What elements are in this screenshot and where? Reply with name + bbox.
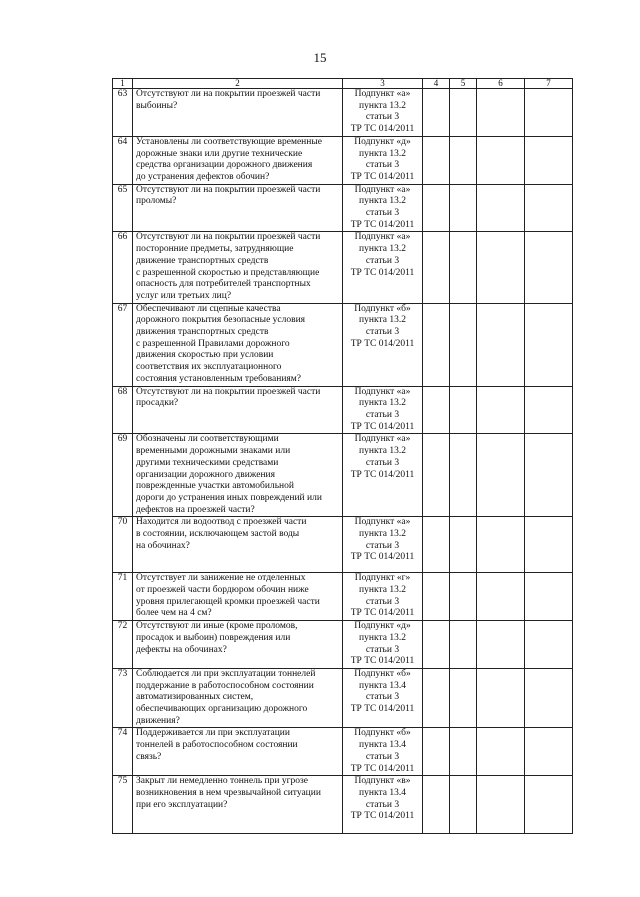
reference-line: статьи 3	[365, 327, 400, 338]
answer-cell[interactable]	[423, 303, 450, 386]
table-row	[113, 136, 573, 184]
question-text	[133, 136, 343, 184]
reference-line: Подпункт «б»	[354, 668, 411, 679]
question-text	[133, 303, 343, 386]
answer-cell[interactable]	[423, 573, 450, 621]
answer-cell[interactable]	[525, 89, 573, 137]
table-row	[113, 184, 573, 232]
reference-line: пункта 13.2	[359, 446, 406, 457]
question-line: состояния установленным требованиям?	[136, 373, 301, 384]
legal-reference	[343, 668, 423, 728]
answer-cell[interactable]	[423, 184, 450, 232]
column-header: 7	[525, 79, 573, 89]
legal-reference	[343, 136, 423, 184]
question-line: просадок и выбоин) повреждения или	[136, 632, 291, 643]
answer-cell[interactable]	[477, 303, 525, 386]
question-line: поддержание в работоспособном состоянии	[136, 680, 314, 691]
column-header: 1	[113, 79, 133, 89]
reference-line: статьи 3	[365, 799, 400, 810]
reference-line: пункта 13.4	[359, 680, 406, 691]
reference-line: ТР ТС 014/2011	[350, 124, 415, 135]
table-row	[113, 517, 573, 573]
reference-line: ТР ТС 014/2011	[350, 171, 415, 182]
answer-cell[interactable]	[450, 303, 477, 386]
legal-reference	[343, 776, 423, 834]
reference-line: ТР ТС 014/2011	[350, 267, 415, 278]
table-row	[113, 386, 573, 434]
answer-cell[interactable]	[477, 386, 525, 434]
answer-cell[interactable]	[525, 184, 573, 232]
answer-cell[interactable]	[450, 89, 477, 137]
question-line: посторонние предметы, затрудняющие	[136, 244, 294, 255]
answer-cell[interactable]	[477, 573, 525, 621]
question-line: в состоянии, исключающем застой воды	[136, 529, 300, 540]
question-line: движения скоростью при условии	[136, 350, 274, 361]
table-row	[113, 89, 573, 137]
reference-line: статьи 3	[365, 596, 400, 607]
question-text	[133, 232, 343, 303]
legal-reference	[343, 386, 423, 434]
answer-cell[interactable]	[450, 776, 477, 834]
question-line: на обочинах?	[136, 540, 190, 551]
question-text	[133, 776, 343, 834]
question-line: организации дорожного движения	[136, 469, 276, 480]
question-line: с разрешенной Правилами дорожного	[136, 338, 290, 349]
question-line: с разрешенной скоростью и представляющие	[136, 267, 320, 278]
question-line: Отсутствуют ли на покрытии проезжей части	[136, 232, 321, 243]
answer-cell[interactable]	[423, 728, 450, 776]
answer-cell[interactable]	[477, 136, 525, 184]
answer-cell[interactable]	[525, 434, 573, 517]
reference-line: ТР ТС 014/2011	[350, 656, 415, 667]
legal-reference	[343, 303, 423, 386]
legal-reference	[343, 728, 423, 776]
reference-line: пункта 13.2	[359, 196, 406, 207]
answer-cell[interactable]	[477, 184, 525, 232]
reference-line: Подпункт «д»	[354, 136, 411, 147]
reference-line: ТР ТС 014/2011	[350, 469, 415, 480]
reference-line: ТР ТС 014/2011	[350, 811, 415, 822]
answer-cell[interactable]	[525, 303, 573, 386]
question-line: выбоины?	[136, 100, 178, 111]
question-line: дефекты на обочинах?	[136, 644, 227, 655]
legal-reference	[343, 89, 423, 137]
answer-cell[interactable]	[525, 573, 573, 621]
answer-cell[interactable]	[450, 573, 477, 621]
question-line: дефектов на проезжей части?	[136, 504, 255, 515]
answer-cell[interactable]	[477, 434, 525, 517]
reference-line: Подпункт «а»	[354, 232, 411, 243]
column-header: 3	[343, 79, 423, 89]
answer-cell[interactable]	[423, 386, 450, 434]
reference-line: Подпункт «а»	[354, 89, 411, 99]
column-header: 2	[133, 79, 343, 89]
question-line: от проезжей части бордюром обочин ниже	[136, 585, 309, 596]
reference-line: статьи 3	[365, 255, 400, 266]
answer-cell[interactable]	[450, 136, 477, 184]
answer-cell[interactable]	[525, 136, 573, 184]
question-line: Отсутствуют ли на покрытии проезжей части	[136, 89, 321, 99]
item-number: 66	[113, 232, 133, 303]
answer-cell[interactable]	[423, 232, 450, 303]
question-line: опасность для потребителей транспортных	[136, 279, 311, 290]
question-text	[133, 89, 343, 137]
answer-cell[interactable]	[450, 668, 477, 728]
question-line: Отсутствуют ли иные (кроме проломов,	[136, 621, 298, 632]
reference-line: Подпункт «а»	[354, 517, 411, 528]
answer-cell[interactable]	[450, 728, 477, 776]
question-line: Отсутствует ли занижение не отделенных	[136, 573, 306, 584]
table-row	[113, 434, 573, 517]
table-row	[113, 303, 573, 386]
answer-cell[interactable]	[477, 728, 525, 776]
reference-line: ТР ТС 014/2011	[350, 421, 415, 432]
question-line: тоннелей в работоспособном состоянии	[136, 740, 298, 751]
checklist-table	[112, 78, 573, 834]
question-text	[133, 517, 343, 573]
reference-line: пункта 13.2	[359, 315, 406, 326]
table-row	[113, 232, 573, 303]
reference-line: Подпункт «б»	[354, 728, 411, 739]
question-text	[133, 621, 343, 669]
answer-cell[interactable]	[423, 776, 450, 834]
question-line: Соблюдается ли при эксплуатации тоннелей	[136, 668, 316, 679]
reference-line: статьи 3	[365, 160, 400, 171]
question-line: соответствия их эксплуатационного	[136, 362, 282, 373]
reference-line: пункта 13.2	[359, 585, 406, 596]
answer-cell[interactable]	[423, 517, 450, 573]
question-line: Установлены ли соответствующие временные	[136, 136, 322, 147]
reference-line: пункта 13.4	[359, 740, 406, 751]
reference-line: Подпункт «а»	[354, 184, 411, 195]
legal-reference	[343, 573, 423, 621]
question-line: движение транспортных средств	[136, 255, 269, 266]
answer-cell[interactable]	[525, 728, 573, 776]
question-line: Закрыт ли немедленно тоннель при угрозе	[136, 776, 308, 787]
question-line: движения?	[136, 715, 180, 726]
question-line: обеспечивающих организацию дорожного	[136, 704, 308, 715]
reference-line: пункта 13.2	[359, 100, 406, 111]
question-line: более чем на 4 см?	[136, 608, 212, 619]
reference-line: статьи 3	[365, 692, 400, 703]
question-line: проломы?	[136, 196, 177, 207]
question-line: Обозначены ли соответствующими	[136, 434, 279, 445]
question-line: Обеспечивают ли сцепные качества	[136, 303, 281, 314]
reference-line: ТР ТС 014/2011	[350, 704, 415, 715]
reference-line: пункта 13.2	[359, 632, 406, 643]
reference-line: Подпункт «д»	[354, 621, 411, 632]
question-text	[133, 728, 343, 776]
column-header: 6	[477, 79, 525, 89]
reference-line: ТР ТС 014/2011	[350, 763, 415, 774]
item-number: 68	[113, 386, 133, 434]
question-line: дорожного покрытия безопасные условия	[136, 315, 306, 326]
question-line: Отсутствуют ли на покрытии проезжей части	[136, 184, 321, 195]
answer-cell[interactable]	[525, 668, 573, 728]
question-line: другими техническими средствами	[136, 457, 279, 468]
answer-cell[interactable]	[477, 621, 525, 669]
item-number: 72	[113, 621, 133, 669]
table-row	[113, 573, 573, 621]
answer-cell[interactable]	[423, 621, 450, 669]
item-number: 64	[113, 136, 133, 184]
item-number: 74	[113, 728, 133, 776]
reference-line: пункта 13.2	[359, 529, 406, 540]
item-number: 67	[113, 303, 133, 386]
question-line: Находится ли водоотвод с проезжей части	[136, 517, 307, 528]
question-line: уровня прилегающей кромки проезжей части	[136, 596, 320, 607]
answer-cell[interactable]	[525, 517, 573, 573]
table-row	[113, 621, 573, 669]
question-line: до устранения дефектов обочин?	[136, 171, 270, 182]
answer-cell[interactable]	[423, 89, 450, 137]
answer-cell[interactable]	[450, 434, 477, 517]
answer-cell[interactable]	[450, 184, 477, 232]
reference-line: статьи 3	[365, 208, 400, 219]
answer-cell[interactable]	[450, 232, 477, 303]
answer-cell[interactable]	[423, 434, 450, 517]
answer-cell[interactable]	[450, 386, 477, 434]
reference-line: статьи 3	[365, 112, 400, 123]
answer-cell[interactable]	[525, 621, 573, 669]
question-line: Отсутствуют ли на покрытии проезжей части	[136, 386, 321, 397]
question-text	[133, 573, 343, 621]
question-line: временными дорожными знаками или	[136, 446, 291, 457]
column-header: 5	[450, 79, 477, 89]
reference-line: статьи 3	[365, 457, 400, 468]
item-number: 70	[113, 517, 133, 573]
legal-reference	[343, 434, 423, 517]
reference-line: Подпункт «б»	[354, 303, 411, 314]
question-line: поврежденные участки автомобильной	[136, 481, 294, 492]
answer-cell[interactable]	[477, 89, 525, 137]
answer-cell[interactable]	[525, 776, 573, 834]
answer-cell[interactable]	[477, 232, 525, 303]
question-line: просадки?	[136, 398, 179, 409]
question-line: при его эксплуатации?	[136, 799, 228, 810]
question-text	[133, 434, 343, 517]
table-row	[113, 668, 573, 728]
item-number: 69	[113, 434, 133, 517]
item-number: 73	[113, 668, 133, 728]
question-line: услуг или третьих лиц?	[136, 290, 232, 301]
answer-cell[interactable]	[525, 386, 573, 434]
column-header: 4	[423, 79, 450, 89]
page-number: 15	[313, 50, 327, 65]
answer-cell[interactable]	[477, 517, 525, 573]
reference-line: Подпункт «г»	[354, 573, 411, 584]
question-line: автоматизированных систем,	[136, 692, 254, 703]
reference-line: статьи 3	[365, 644, 400, 655]
table-row	[113, 728, 573, 776]
item-number: 63	[113, 89, 133, 137]
question-line: движения транспортных средств	[136, 327, 269, 338]
question-line: возникновения в нем чрезвычайной ситуации	[136, 787, 321, 798]
item-number: 75	[113, 776, 133, 834]
reference-line: пункта 13.4	[359, 787, 406, 798]
reference-line: ТР ТС 014/2011	[350, 608, 415, 619]
reference-line: Подпункт «в»	[354, 776, 411, 787]
table-row	[113, 776, 573, 834]
reference-line: ТР ТС 014/2011	[350, 338, 415, 349]
reference-line: ТР ТС 014/2011	[350, 219, 415, 230]
question-text	[133, 184, 343, 232]
legal-reference	[343, 184, 423, 232]
answer-cell[interactable]	[423, 668, 450, 728]
reference-line: статьи 3	[365, 409, 400, 420]
legal-reference	[343, 232, 423, 303]
question-line: дороги до устранения иных повреждений или	[136, 492, 322, 503]
reference-line: Подпункт «а»	[354, 386, 411, 397]
question-line: средства организации дорожного движения	[136, 160, 313, 171]
reference-line: пункта 13.2	[359, 148, 406, 159]
item-number: 71	[113, 573, 133, 621]
item-number: 65	[113, 184, 133, 232]
header-row	[113, 79, 573, 89]
reference-line: ТР ТС 014/2011	[350, 552, 415, 563]
answer-cell[interactable]	[450, 517, 477, 573]
reference-line: пункта 13.2	[359, 398, 406, 409]
reference-line: пункта 13.2	[359, 244, 406, 255]
reference-line: Подпункт «а»	[354, 434, 411, 445]
question-line: Поддерживается ли при эксплуатации	[136, 728, 290, 739]
answer-cell[interactable]	[423, 136, 450, 184]
question-text	[133, 668, 343, 728]
answer-cell[interactable]	[477, 776, 525, 834]
answer-cell[interactable]	[525, 232, 573, 303]
legal-reference	[343, 621, 423, 669]
reference-line: статьи 3	[365, 540, 400, 551]
question-line: дорожные знаки или другие технические	[136, 148, 303, 159]
question-line: связь?	[136, 751, 162, 762]
answer-cell[interactable]	[477, 668, 525, 728]
reference-line: статьи 3	[365, 751, 400, 762]
answer-cell[interactable]	[450, 621, 477, 669]
legal-reference	[343, 517, 423, 573]
question-text	[133, 386, 343, 434]
